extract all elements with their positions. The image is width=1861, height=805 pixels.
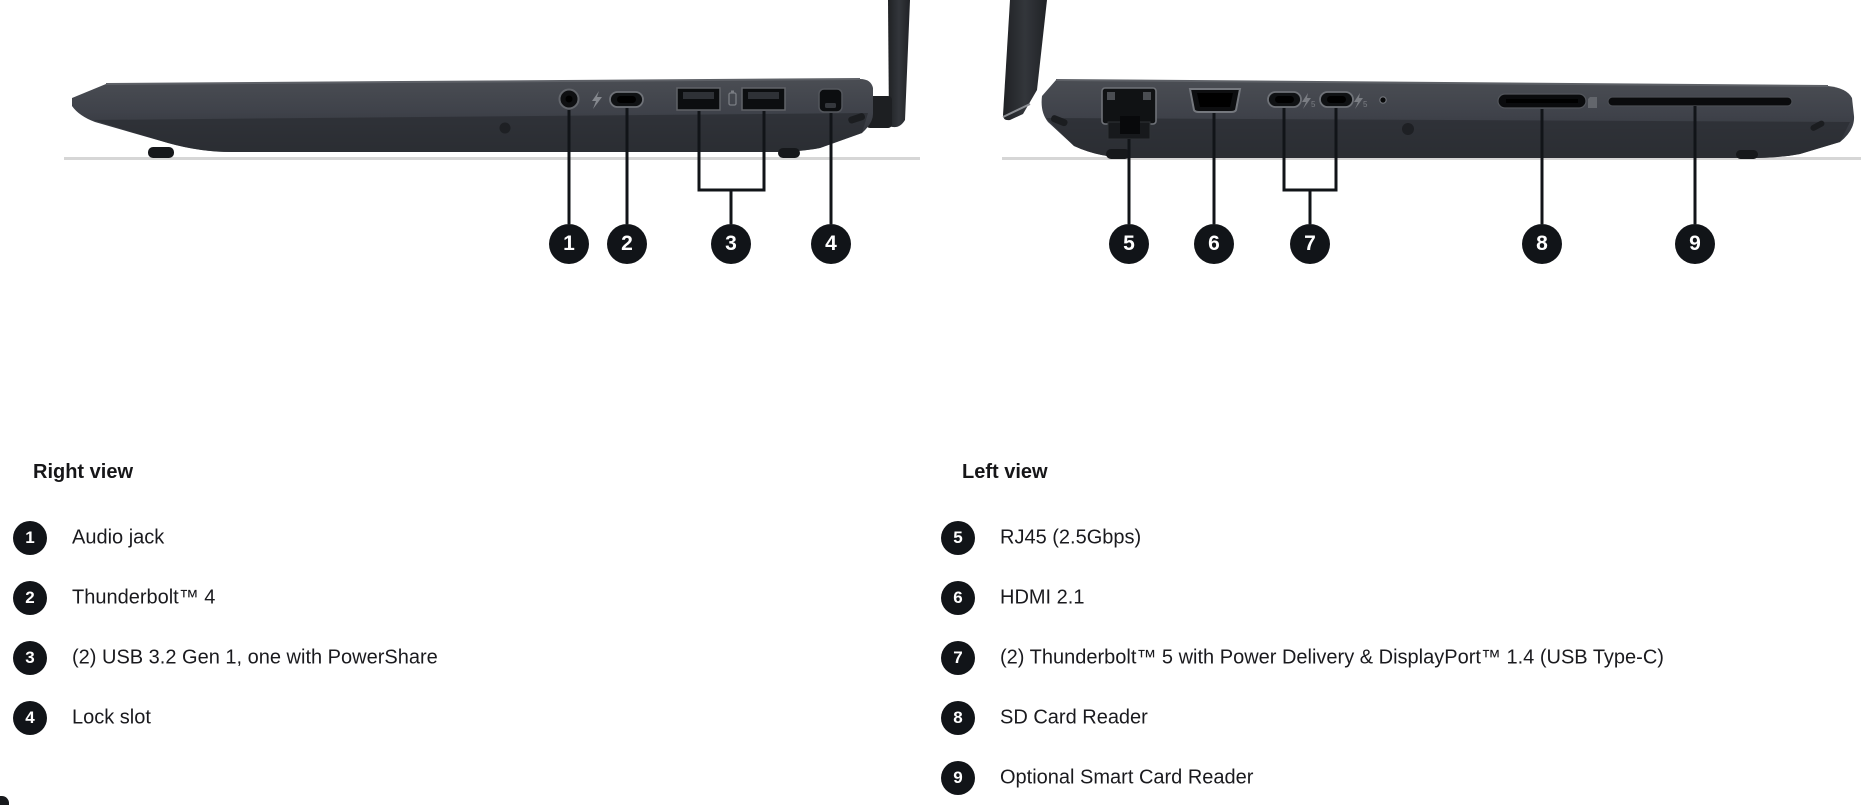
laptop-diagram-svg — [0, 0, 1861, 310]
lock-slot-port — [819, 89, 842, 112]
callout-marker-5: 5 — [1109, 224, 1149, 264]
legend-bullet-1: 1 — [13, 521, 47, 555]
legend-bullet-9: 9 — [941, 761, 975, 795]
usb-c-port — [610, 92, 643, 107]
legend-bullet-7: 7 — [941, 641, 975, 675]
status-led — [1380, 97, 1386, 103]
callout-marker-1: 1 — [549, 224, 589, 264]
legend-bullet-2: 2 — [13, 581, 47, 615]
callout-marker-4: 4 — [811, 224, 851, 264]
partial-element-corner-mark — [0, 796, 9, 805]
rj45-port — [1102, 88, 1156, 139]
laptop-views-illustration — [0, 0, 1861, 310]
legend-bullet-6: 6 — [941, 581, 975, 615]
screw-hole — [1402, 123, 1414, 135]
legend-label: Audio jack — [72, 526, 165, 549]
rubber-foot — [148, 147, 174, 158]
bottom-chamfer — [1046, 118, 1850, 158]
legend-bullet-3: 3 — [13, 641, 47, 675]
sd-card-icon — [1588, 97, 1597, 108]
legend-bullet-5: 5 — [941, 521, 975, 555]
legend-label: Optional Smart Card Reader — [1000, 766, 1254, 789]
callout-marker-8: 8 — [1522, 224, 1562, 264]
legend-label: HDMI 2.1 — [1000, 586, 1085, 609]
legend-label: (2) USB 3.2 Gen 1, one with PowerShare — [72, 646, 438, 669]
callout-marker-7: 7 — [1290, 224, 1330, 264]
right-view-title: Right view — [33, 461, 134, 483]
rubber-foot — [778, 148, 800, 158]
legend-bullet-8: 8 — [941, 701, 975, 735]
legend-bullet-4: 4 — [13, 701, 47, 735]
sd-card-slot — [1498, 94, 1597, 108]
usb-c-port-1 — [1268, 92, 1301, 107]
legend-label: SD Card Reader — [1000, 706, 1148, 729]
callout-marker-2: 2 — [607, 224, 647, 264]
audio-jack-port — [560, 90, 579, 109]
smart-card-slot — [1608, 97, 1792, 106]
left-view-laptop-image — [1003, 0, 1854, 224]
callout-marker-3: 3 — [711, 224, 751, 264]
callout-marker-6: 6 — [1194, 224, 1234, 264]
legend-label: RJ45 (2.5Gbps) — [1000, 526, 1142, 549]
left-view-title: Left view — [962, 461, 1048, 483]
svg-text:5: 5 — [1311, 100, 1316, 109]
legend-label: Lock slot — [72, 706, 151, 729]
screw-hole — [500, 123, 511, 134]
svg-text:5: 5 — [1363, 100, 1368, 109]
laptop-lid-edge — [1003, 0, 1047, 120]
legend-label: (2) Thunderbolt™ 5 with Power Delivery & DisplayPort™ 1.4 (USB Type-C) — [1000, 646, 1664, 669]
hdmi-port — [1190, 89, 1240, 112]
rubber-foot — [1736, 150, 1758, 159]
right-view-laptop-image — [72, 0, 910, 224]
legend-label: Thunderbolt™ 4 — [72, 586, 216, 609]
usb-a-port-1 — [677, 88, 720, 110]
usb-c-port-2 — [1320, 92, 1353, 107]
callout-marker-9: 9 — [1675, 224, 1715, 264]
usb-a-port-2 — [742, 88, 785, 110]
rubber-foot — [1106, 149, 1130, 159]
